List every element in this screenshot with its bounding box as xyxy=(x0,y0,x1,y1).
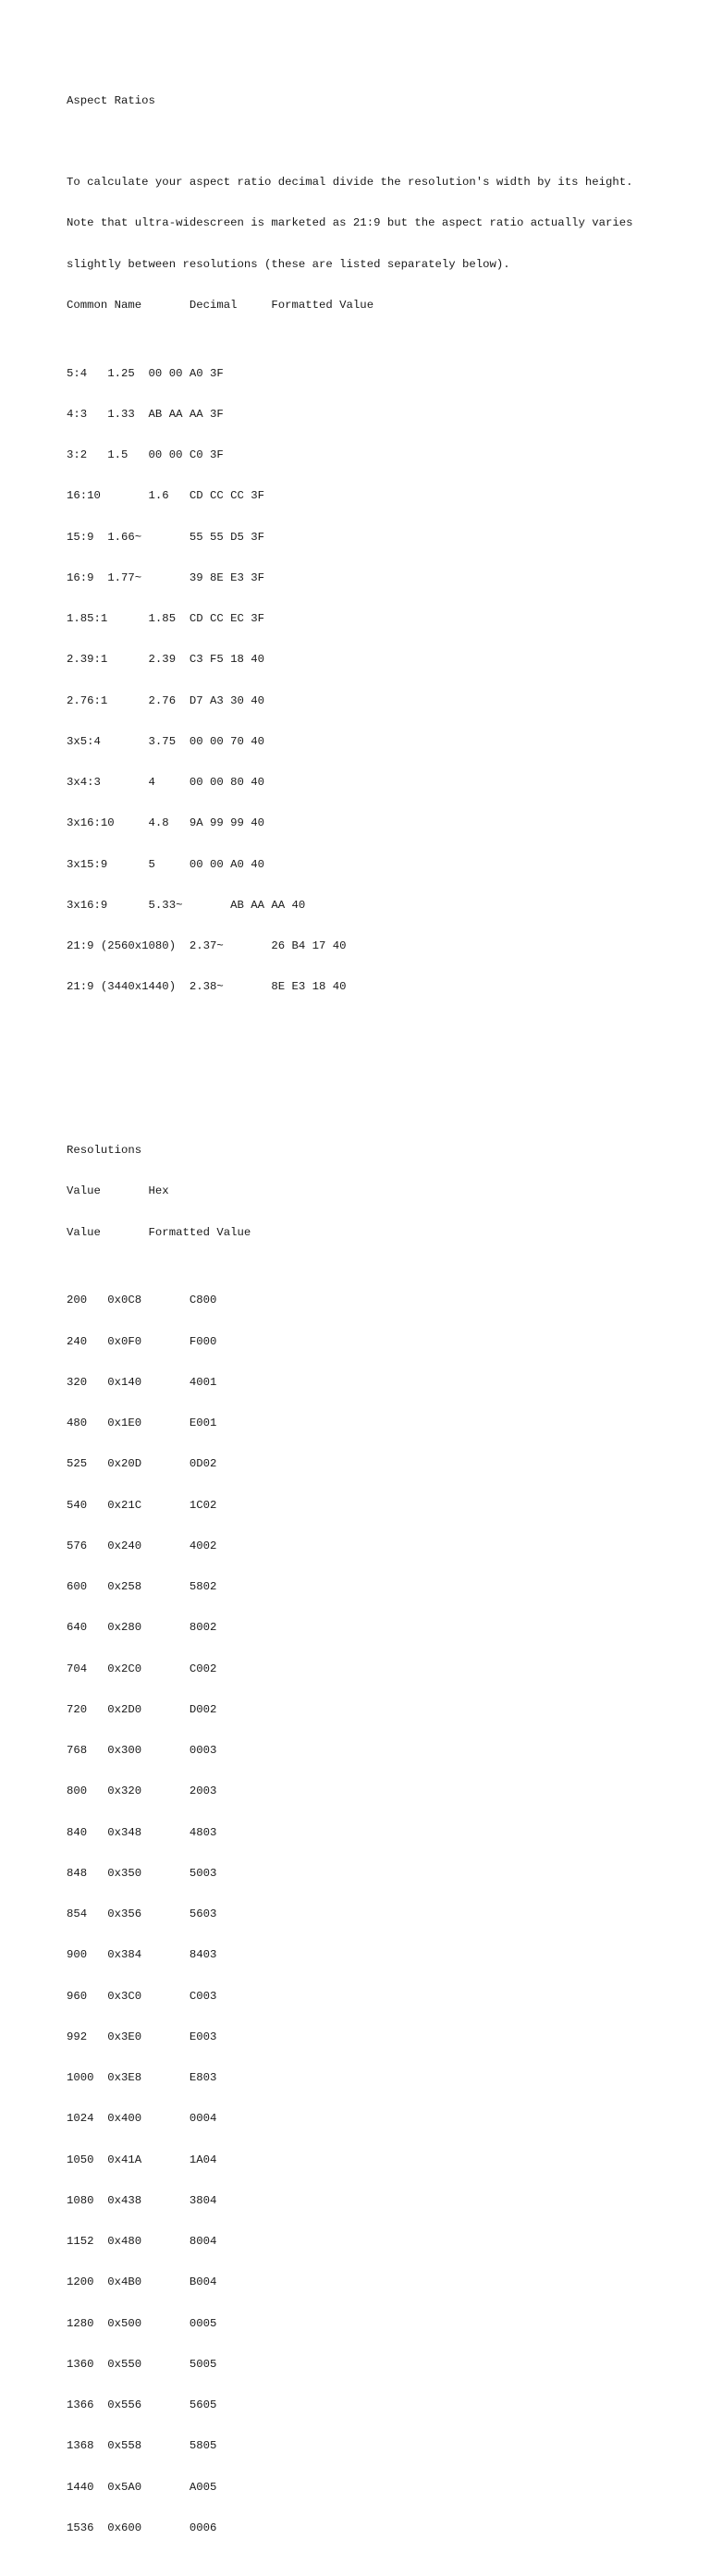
resolution-row: 1536 0x600 0006 xyxy=(67,2521,217,2534)
aspect-row: 15:9 1.66~ 55 55 D5 3F xyxy=(67,530,265,544)
resolution-row: 320 0x140 4001 xyxy=(67,1375,217,1389)
resolutions-title: Resolutions xyxy=(67,1144,142,1157)
aspect-row: 1.85:1 1.85 CD CC EC 3F xyxy=(67,612,265,625)
spacer xyxy=(67,135,695,149)
resolution-row: 1360 0x550 5005 xyxy=(67,2357,217,2371)
resolution-row: 1440 0x5A0 A005 xyxy=(67,2480,217,2494)
aspect-row: 2.39:1 2.39 C3 F5 18 40 xyxy=(67,653,265,667)
aspect-row: 5:4 1.25 00 00 A0 3F xyxy=(67,366,224,380)
resolution-row: 240 0x0F0 F000 xyxy=(67,1334,217,1348)
intro-line: slightly between resolutions (these are listed separately below). xyxy=(67,257,510,271)
resolution-row: 1152 0x480 8004 xyxy=(67,2235,217,2248)
aspect-table-header: Common Name Decimal Formatted Value xyxy=(67,298,374,312)
resolution-row: 1050 0x41A 1A04 xyxy=(67,2153,217,2166)
resolution-row: 1366 0x556 5605 xyxy=(67,2398,217,2411)
resolution-row: 200 0x0C8 C800 xyxy=(67,1294,217,1307)
resolution-table-header: Value Hex xyxy=(67,1184,169,1198)
resolution-row: 1024 0x400 0004 xyxy=(67,2112,217,2126)
aspect-row: 2.76:1 2.76 D7 A3 30 40 xyxy=(67,693,265,707)
resolution-row: 900 0x384 8403 xyxy=(67,1948,217,1962)
resolution-row: 640 0x280 8002 xyxy=(67,1621,217,1635)
intro-line: To calculate your aspect ratio decimal divide the resolution's width by its height. xyxy=(67,176,633,189)
resolution-row: 1280 0x500 0005 xyxy=(67,2316,217,2330)
intro-line: Note that ultra-widescreen is marketed as 21:9 but the aspect ratio actually varies xyxy=(67,216,633,230)
resolution-row: 525 0x20D 0D02 xyxy=(67,1457,217,1471)
resolution-row: 840 0x348 4803 xyxy=(67,1825,217,1839)
resolution-row: 600 0x258 5802 xyxy=(67,1580,217,1593)
resolution-row: 576 0x240 4002 xyxy=(67,1539,217,1552)
aspect-row: 3x16:10 4.8 9A 99 99 40 xyxy=(67,816,265,830)
aspect-row: 3x5:4 3.75 00 00 70 40 xyxy=(67,734,265,748)
resolution-table-header: Value Formatted Value xyxy=(67,1225,251,1239)
aspect-row: 3x15:9 5 00 00 A0 40 xyxy=(67,857,265,871)
resolution-row: 1200 0x4B0 B004 xyxy=(67,2275,217,2289)
resolution-row: 540 0x21C 1C02 xyxy=(67,1498,217,1512)
resolution-table xyxy=(67,1267,695,2562)
resolution-row: 848 0x350 5003 xyxy=(67,1866,217,1880)
aspect-row: 3x4:3 4 00 00 80 40 xyxy=(67,776,265,789)
resolution-row: 1000 0x3E8 E803 xyxy=(67,2071,217,2084)
aspect-ratios-title: Aspect Ratios xyxy=(67,93,155,107)
aspect-ratio-table xyxy=(67,339,695,1022)
resolution-row: 1080 0x438 3804 xyxy=(67,2193,217,2207)
aspect-row: 21:9 (2560x1080) 2.37~ 26 B4 17 40 xyxy=(67,939,347,952)
resolution-row: 1368 0x558 5805 xyxy=(67,2439,217,2453)
section-spacer xyxy=(67,1062,695,1103)
aspect-row: 21:9 (3440x1440) 2.38~ 8E E3 18 40 xyxy=(67,980,347,994)
resolution-row: 704 0x2C0 C002 xyxy=(67,1662,217,1675)
resolution-row: 854 0x356 5603 xyxy=(67,1907,217,1920)
aspect-row: 4:3 1.33 AB AA AA 3F xyxy=(67,407,224,421)
resolution-row: 720 0x2D0 D002 xyxy=(67,1702,217,1716)
aspect-row: 3x16:9 5.33~ AB AA AA 40 xyxy=(67,898,306,912)
resolution-row: 992 0x3E0 E003 xyxy=(67,2030,217,2043)
aspect-row: 16:10 1.6 CD CC CC 3F xyxy=(67,489,265,503)
aspect-row: 3:2 1.5 00 00 C0 3F xyxy=(67,448,224,461)
resolution-row: 768 0x300 0003 xyxy=(67,1744,217,1757)
resolution-row: 960 0x3C0 C003 xyxy=(67,1989,217,2003)
aspect-row: 16:9 1.77~ 39 8E E3 3F xyxy=(67,570,265,584)
document-page xyxy=(67,67,695,2576)
resolution-row: 800 0x320 2003 xyxy=(67,1785,217,1798)
resolution-row: 480 0x1E0 E001 xyxy=(67,1417,217,1429)
